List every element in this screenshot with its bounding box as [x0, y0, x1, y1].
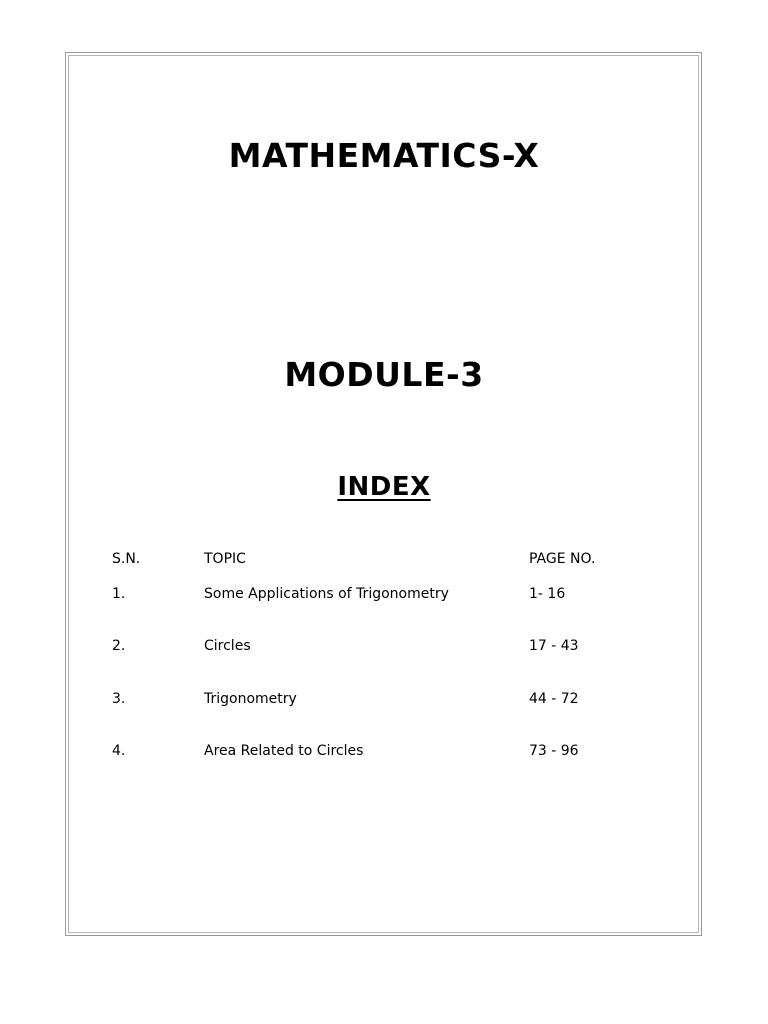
row-sn: 4. [112, 743, 126, 759]
header-sn: S.N. [112, 551, 141, 567]
table-row [0, 584, 768, 604]
row-sn: 2. [112, 638, 126, 654]
subject-title: MATHEMATICS-X [228, 136, 540, 175]
row-topic: Trigonometry [204, 691, 297, 707]
index-heading: INDEX [337, 472, 431, 502]
row-page: 44 - 72 [529, 691, 579, 707]
header-page: PAGE NO. [529, 551, 596, 567]
row-sn: 3. [112, 691, 126, 707]
table-row [0, 689, 768, 709]
row-sn: 1. [112, 586, 126, 602]
header-topic: TOPIC [204, 551, 246, 567]
row-page: 1- 16 [529, 586, 566, 602]
row-topic: Area Related to Circles [204, 743, 364, 759]
row-topic: Some Applications of Trigonometry [204, 586, 449, 602]
row-page: 17 - 43 [529, 638, 579, 654]
table-row [0, 636, 768, 656]
row-topic: Circles [204, 638, 251, 654]
table-header-row [0, 549, 768, 569]
module-title: MODULE-3 [284, 355, 484, 394]
row-page: 73 - 96 [529, 743, 579, 759]
table-row [0, 741, 768, 761]
